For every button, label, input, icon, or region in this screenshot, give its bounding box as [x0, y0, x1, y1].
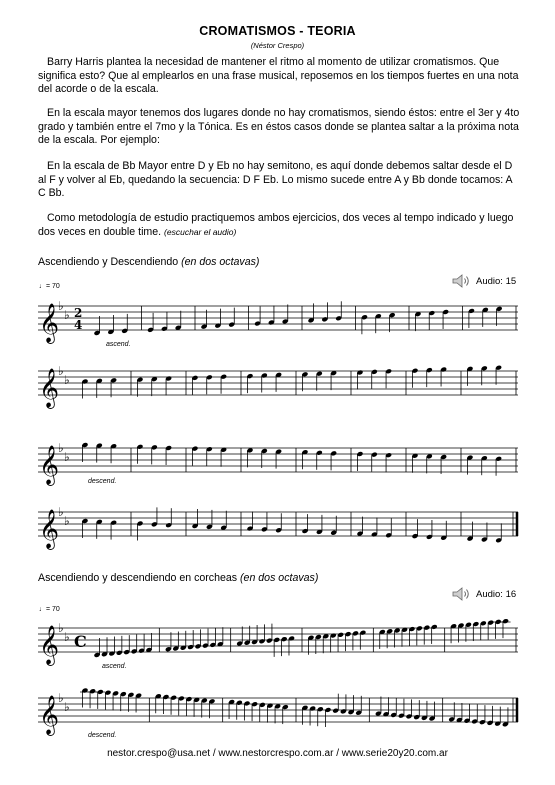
section-1-heading: Ascendiendo y Descendiendo (en dos octavas): [38, 256, 260, 268]
ascend-mark-2: ascend.: [102, 663, 127, 670]
treble-clef: 𝄞: [39, 695, 60, 735]
treble-clef: 𝄞: [39, 445, 60, 485]
footer-contact: nestor.crespo@usa.net / www.nestorcrespo.com.ar / www.serie20y20.com.ar: [107, 748, 448, 759]
flat-sign: ♭: [58, 441, 64, 455]
treble-clef: 𝄞: [39, 625, 60, 665]
ascend-mark-1: ascend.: [106, 341, 131, 348]
treble-clef: 𝄞: [39, 509, 60, 549]
audio-16-button[interactable]: Audio: 16: [452, 587, 516, 601]
staff-system-3: [0, 434, 555, 499]
paragraph-4: Como metodología de estudio practiquemos ambos ejercicios, dos veces al tempo indicado y luego dos veces en double time. (escuchar el audio): [38, 212, 514, 238]
flat-sign: ♭: [64, 308, 70, 322]
speaker-icon: [452, 587, 472, 601]
audio-15-button[interactable]: Audio: 15: [452, 274, 516, 288]
flat-sign: ♭: [64, 630, 70, 644]
flat-sign: ♭: [64, 373, 70, 387]
author-credit: (Néstor Crespo): [250, 41, 305, 50]
flat-sign: ♭: [64, 450, 70, 464]
flat-sign: ♭: [64, 700, 70, 714]
flat-sign: ♭: [58, 621, 64, 635]
flat-sign: ♭: [58, 364, 64, 378]
time-signature-common: C: [74, 632, 87, 651]
treble-clef: 𝄞: [39, 303, 60, 343]
section-2-heading: Ascendiendo y descendiendo en corcheas (en dos octavas): [38, 572, 319, 584]
tempo-marking-2: ♩= 70: [39, 606, 60, 613]
treble-clef: 𝄞: [39, 368, 60, 408]
time-signature-top: 2: [74, 306, 83, 320]
staff-system-6: [0, 684, 555, 749]
flat-sign: ♭: [64, 514, 70, 528]
flat-sign: ♭: [58, 505, 64, 519]
listen-note: (escuchar el audio): [164, 226, 237, 237]
page-title: CROMATISMOS - TEORIA: [199, 24, 356, 38]
tempo-marking-1: ♩= 70: [39, 283, 60, 290]
staff-system-1: [0, 292, 555, 357]
paragraph-1: Barry Harris plantea la necesidad de mantener el ritmo al momento de utilizar cromatismos. Que significa esto? Que al emplearlos en una frase musical, reposemos en los tiempos fuertes en una nota del acorde o de la escala.: [38, 56, 519, 95]
flat-sign: ♭: [58, 299, 64, 313]
time-signature-bottom: 4: [74, 318, 83, 332]
staff-system-4: [0, 498, 555, 563]
paragraph-3: En la escala de Bb Mayor entre D y Eb no hay semitono, es aquí donde debemos saltar desde el D al F y volver al Eb, quedando la secuencia: D F Eb. Lo mismo sucede entre A y Bb donde tocamos: A C Bb.: [38, 160, 513, 199]
descend-mark-1: descend.: [88, 478, 117, 485]
staff-system-2: [0, 357, 555, 422]
descend-mark-2: descend.: [88, 732, 117, 739]
speaker-icon: [452, 274, 472, 288]
paragraph-2: En la escala mayor tenemos dos lugares donde no hay cromatismos, siendo éstos: entre el 3er y 4to grado y también entre el 7mo y la Tónica. Es en éstos casos donde se plantea saltar a la próxima nota de la escala. Por ejemplo:: [38, 107, 520, 146]
staff-system-5: [0, 614, 555, 679]
flat-sign: ♭: [58, 691, 64, 705]
